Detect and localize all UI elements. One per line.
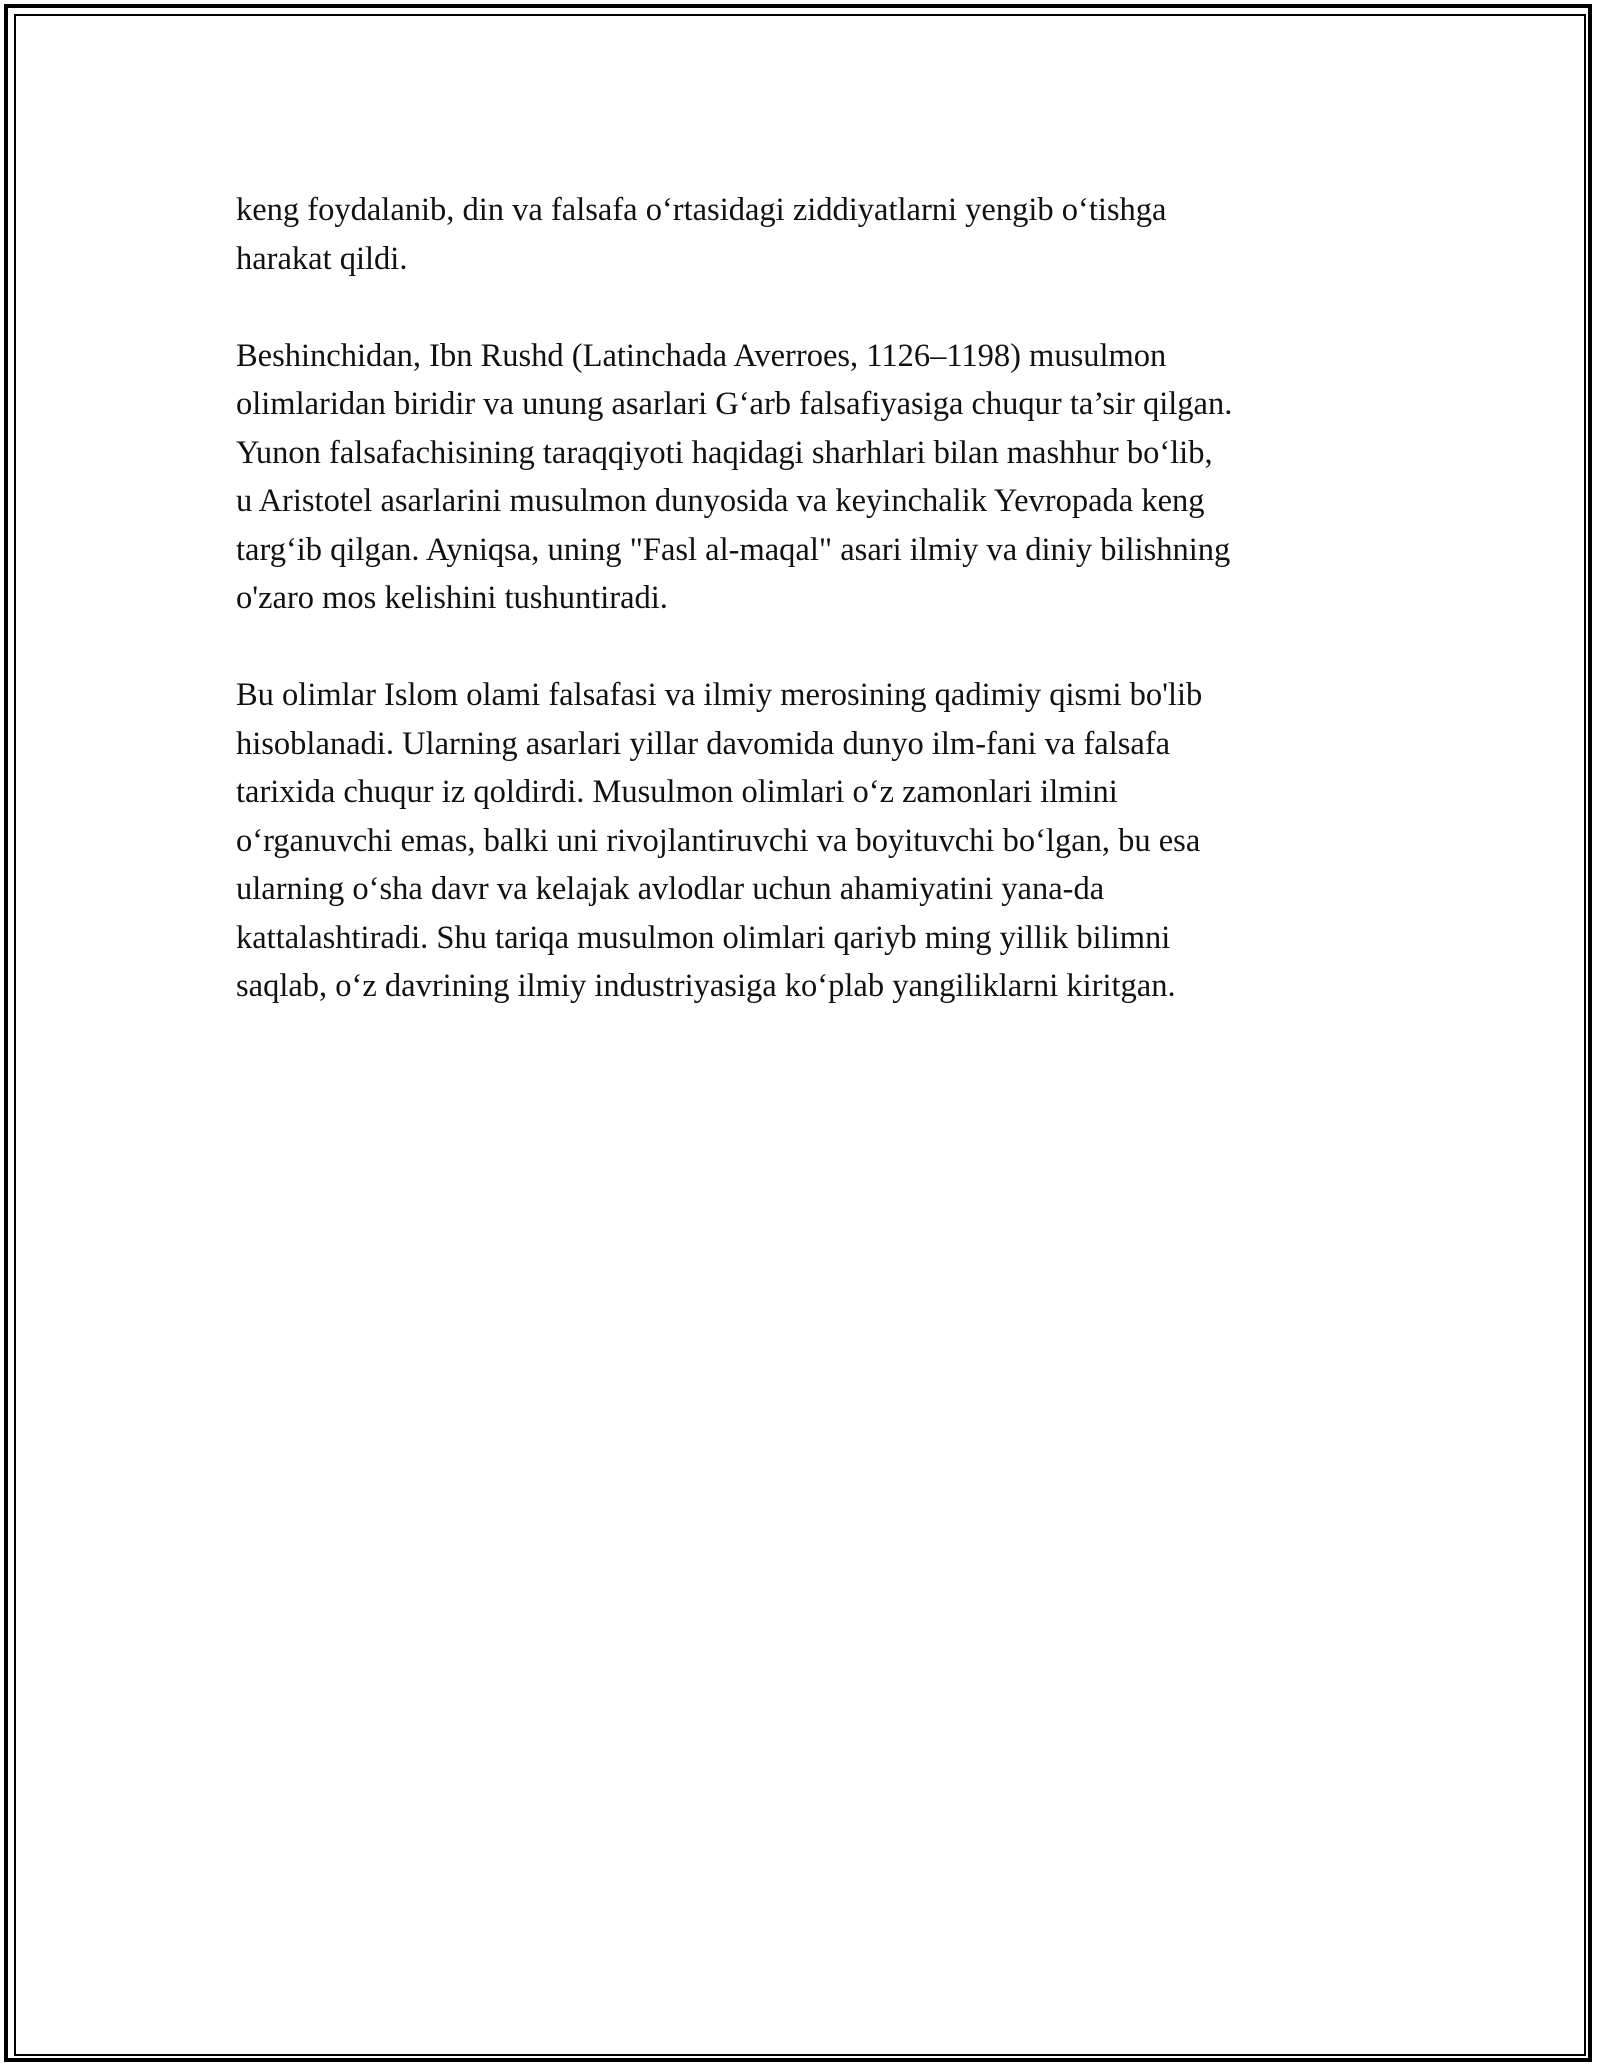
text-line: Bu olimlar Islom olami falsafasi va ilmiy merosining qadimiy qismi bo'lib <box>236 677 1203 713</box>
text-line: o‘rganuvchi emas, balki uni rivojlantiruvchi va boyituvchi bo‘lgan, bu esa <box>236 822 1201 859</box>
text-line: Yunon falsafachisining taraqqiyoti haqidagi sharhlari bilan mashhur bo‘lib, <box>236 434 1213 471</box>
text-line: olimlaridan biridir va unung asarlari G‘arb falsafiyasiga chuqur ta’sir qilgan. <box>236 386 1233 422</box>
document-body <box>236 186 1376 1059</box>
paragraph-1 <box>236 186 1376 283</box>
text-line: saqlab, o‘z davrining ilmiy industriyasiga ko‘plab yangiliklarni kiritgan. <box>236 968 1176 1004</box>
text-line: kattalashtiradi. Shu tariqa musulmon olimlari qariyb ming yillik bilimni <box>236 919 1171 956</box>
text-line: Beshinchidan, Ibn Rushd (Latinchada Averroes, 1126–1198) musulmon <box>236 337 1167 374</box>
text-line: ularning o‘sha davr va kelajak avlodlar uchun ahamiyatini yana-da <box>236 871 1105 907</box>
text-line: harakat qildi. <box>236 240 408 277</box>
text-line: targ‘ib qilgan. Ayniqsa, uning "Fasl al-maqal" asari ilmiy va diniy bilishning <box>236 531 1231 568</box>
text-line: tarixida chuqur iz qoldirdi. Musulmon olimlari o‘z zamonlari ilmini <box>236 774 1118 810</box>
text-line: hisoblanadi. Ularning asarlari yillar davomida dunyo ilm-fani va falsafa <box>236 725 1171 762</box>
paragraph-3 <box>236 671 1376 1011</box>
text-line: o'zaro mos kelishini tushuntiradi. <box>236 580 668 616</box>
text-line: u Aristotel asarlarini musulmon dunyosida va keyinchalik Yevropada keng <box>236 483 1205 519</box>
paragraph-2 <box>236 332 1376 623</box>
text-line: keng foydalanib, din va falsafa o‘rtasidagi ziddiyatlarni yengib o‘tishga <box>236 192 1167 228</box>
